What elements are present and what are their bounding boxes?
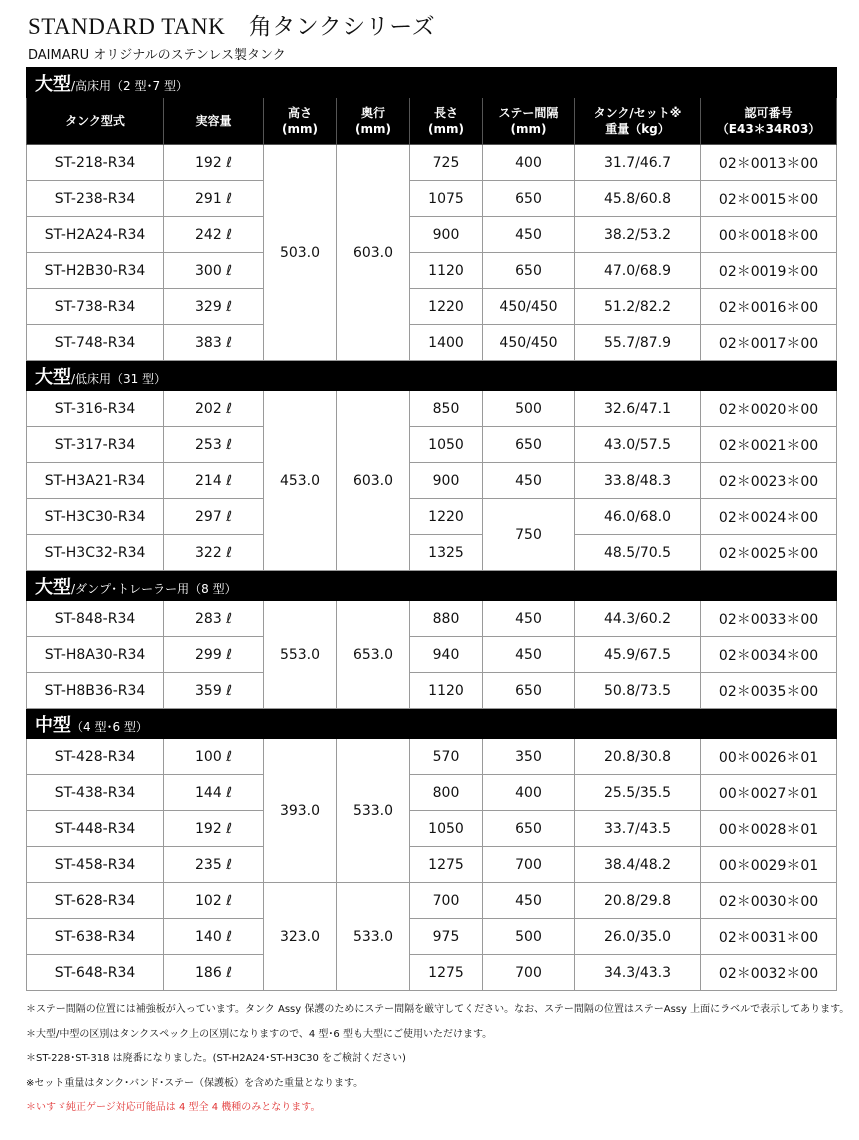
- height-cell: 553.0: [264, 601, 337, 709]
- stay-cell: 500: [483, 391, 575, 427]
- column-header: [575, 98, 701, 145]
- table-row: [27, 391, 837, 427]
- capacity-cell: 102 ℓ: [164, 883, 264, 919]
- stay-cell: 350: [483, 739, 575, 775]
- weight-cell: 45.9/67.5: [575, 637, 701, 673]
- stay-cell: 450/450: [483, 325, 575, 361]
- approval-number-cell: 02＊0013＊00: [701, 145, 837, 181]
- length-cell: 900: [410, 217, 483, 253]
- weight-cell: 47.0/68.9: [575, 253, 701, 289]
- weight-cell: 31.7/46.7: [575, 145, 701, 181]
- section-label-main: 大型: [35, 366, 71, 388]
- capacity-cell: 383 ℓ: [164, 325, 264, 361]
- table-row: [27, 955, 837, 991]
- approval-number-cell: 02＊0031＊00: [701, 919, 837, 955]
- notes: [26, 998, 849, 1121]
- table-row: [27, 919, 837, 955]
- weight-cell: 38.4/48.2: [575, 847, 701, 883]
- table-row: [27, 601, 837, 637]
- capacity-cell: 359 ℓ: [164, 673, 264, 709]
- model-cell: ST-H2B30-R34: [27, 253, 164, 289]
- section-label-main: 大型: [35, 73, 71, 95]
- model-cell: ST-H8B36-R34: [27, 673, 164, 709]
- length-cell: 1120: [410, 253, 483, 289]
- length-cell: 1120: [410, 673, 483, 709]
- column-header-line1: ステー間隔: [498, 106, 559, 120]
- length-cell: 850: [410, 391, 483, 427]
- section-header: [27, 68, 837, 98]
- table-row: [27, 217, 837, 253]
- weight-cell: 33.7/43.5: [575, 811, 701, 847]
- weight-cell: 32.6/47.1: [575, 391, 701, 427]
- stay-cell: 400: [483, 145, 575, 181]
- length-cell: 1275: [410, 847, 483, 883]
- capacity-cell: 291 ℓ: [164, 181, 264, 217]
- model-cell: ST-648-R34: [27, 955, 164, 991]
- stay-cell: 450: [483, 463, 575, 499]
- note-3: ＊ST-228･ST-318 は廃番になりました。(ST-H2A24･ST-H3C30 をご検討ください): [26, 1053, 406, 1064]
- weight-cell: 55.7/87.9: [575, 325, 701, 361]
- section-header: [27, 709, 837, 739]
- stay-cell: 450: [483, 883, 575, 919]
- weight-cell: 20.8/29.8: [575, 883, 701, 919]
- page-title: STANDARD TANK 角タンクシリーズ: [28, 14, 436, 39]
- model-cell: ST-238-R34: [27, 181, 164, 217]
- table-row: [27, 145, 837, 181]
- approval-number-cell: 02＊0015＊00: [701, 181, 837, 217]
- approval-number-cell: 02＊0033＊00: [701, 601, 837, 637]
- capacity-cell: 235 ℓ: [164, 847, 264, 883]
- capacity-cell: 253 ℓ: [164, 427, 264, 463]
- table-row: [27, 739, 837, 775]
- length-cell: 1325: [410, 535, 483, 571]
- column-header-line1: 高さ: [287, 106, 312, 120]
- model-cell: ST-638-R34: [27, 919, 164, 955]
- approval-number-cell: 02＊0021＊00: [701, 427, 837, 463]
- stay-cell: 650: [483, 253, 575, 289]
- column-header: [164, 98, 264, 145]
- weight-cell: 44.3/60.2: [575, 601, 701, 637]
- approval-number-cell: 00＊0027＊01: [701, 775, 837, 811]
- depth-cell: 653.0: [337, 601, 410, 709]
- model-cell: ST-448-R34: [27, 811, 164, 847]
- length-cell: 940: [410, 637, 483, 673]
- weight-cell: 20.8/30.8: [575, 739, 701, 775]
- stay-cell: 650: [483, 427, 575, 463]
- capacity-cell: 186 ℓ: [164, 955, 264, 991]
- section-header: [27, 361, 837, 391]
- weight-cell: 25.5/35.5: [575, 775, 701, 811]
- approval-number-cell: 02＊0019＊00: [701, 253, 837, 289]
- length-cell: 880: [410, 601, 483, 637]
- approval-number-cell: 02＊0030＊00: [701, 883, 837, 919]
- column-header: [337, 98, 410, 145]
- length-cell: 800: [410, 775, 483, 811]
- weight-cell: 48.5/70.5: [575, 535, 701, 571]
- model-cell: ST-738-R34: [27, 289, 164, 325]
- table-row: [27, 253, 837, 289]
- length-cell: 1275: [410, 955, 483, 991]
- stay-cell: 450: [483, 601, 575, 637]
- approval-number-cell: 00＊0029＊01: [701, 847, 837, 883]
- height-cell: 393.0: [264, 739, 337, 883]
- column-header-line2: (mm): [355, 122, 391, 136]
- length-cell: 1050: [410, 811, 483, 847]
- section-label-sub: （4 型･6 型）: [71, 719, 148, 734]
- depth-cell: 533.0: [337, 883, 410, 991]
- stay-cell: 650: [483, 673, 575, 709]
- column-header-line2: （E43＊34R03）: [716, 122, 821, 136]
- table-row: [27, 427, 837, 463]
- column-header-line2: (mm): [510, 122, 547, 136]
- model-cell: ST-H3C32-R34: [27, 535, 164, 571]
- approval-number-cell: 02＊0034＊00: [701, 637, 837, 673]
- table-row: [27, 463, 837, 499]
- table-row: [27, 181, 837, 217]
- approval-number-cell: 02＊0032＊00: [701, 955, 837, 991]
- spec-table: [26, 67, 837, 991]
- note-5-warning: ＊いすゞ純正ゲージ対応可能品は 4 型全 4 機種のみとなります。: [26, 1102, 321, 1113]
- table-row: [27, 847, 837, 883]
- table-row: [27, 883, 837, 919]
- table-row: [27, 637, 837, 673]
- column-header-line1: 奥行: [360, 106, 385, 120]
- column-header-line2: (mm): [282, 122, 318, 136]
- capacity-cell: 144 ℓ: [164, 775, 264, 811]
- approval-number-cell: 02＊0025＊00: [701, 535, 837, 571]
- approval-number-cell: 00＊0018＊00: [701, 217, 837, 253]
- capacity-cell: 192 ℓ: [164, 145, 264, 181]
- stay-cell: 650: [483, 181, 575, 217]
- model-cell: ST-438-R34: [27, 775, 164, 811]
- weight-cell: 38.2/53.2: [575, 217, 701, 253]
- model-cell: ST-748-R34: [27, 325, 164, 361]
- weight-cell: 50.8/73.5: [575, 673, 701, 709]
- capacity-cell: 300 ℓ: [164, 253, 264, 289]
- column-header-row: [27, 98, 837, 145]
- section-label-main: 中型: [35, 714, 71, 736]
- weight-cell: 26.0/35.0: [575, 919, 701, 955]
- stay-cell: 450: [483, 217, 575, 253]
- model-cell: ST-316-R34: [27, 391, 164, 427]
- weight-cell: 46.0/68.0: [575, 499, 701, 535]
- stay-cell: 450/450: [483, 289, 575, 325]
- table-row: [27, 325, 837, 361]
- page-subtitle: DAIMARU オリジナルのステンレス製タンク: [28, 48, 286, 63]
- column-header: [264, 98, 337, 145]
- weight-cell: 33.8/48.3: [575, 463, 701, 499]
- model-cell: ST-848-R34: [27, 601, 164, 637]
- capacity-cell: 283 ℓ: [164, 601, 264, 637]
- length-cell: 1400: [410, 325, 483, 361]
- column-header-line1: 長さ: [433, 106, 458, 120]
- model-cell: ST-317-R34: [27, 427, 164, 463]
- capacity-cell: 192 ℓ: [164, 811, 264, 847]
- column-header-line1: タンク型式: [65, 114, 125, 128]
- capacity-cell: 140 ℓ: [164, 919, 264, 955]
- height-cell: 503.0: [264, 145, 337, 361]
- approval-number-cell: 02＊0035＊00: [701, 673, 837, 709]
- table-row: [27, 499, 837, 535]
- weight-cell: 45.8/60.8: [575, 181, 701, 217]
- column-header-line2: 重量（kg）: [605, 122, 670, 136]
- capacity-cell: 299 ℓ: [164, 637, 264, 673]
- depth-cell: 533.0: [337, 739, 410, 883]
- model-cell: ST-H3C30-R34: [27, 499, 164, 535]
- length-cell: 700: [410, 883, 483, 919]
- column-header-line1: タンク/セット※: [593, 106, 682, 120]
- column-header: [701, 98, 837, 145]
- note-4: ※セット重量はタンク･バンド･ステー（保護板）を含めた重量となります。: [26, 1077, 364, 1089]
- model-cell: ST-428-R34: [27, 739, 164, 775]
- height-cell: 323.0: [264, 883, 337, 991]
- table-row: [27, 775, 837, 811]
- stay-cell: 400: [483, 775, 575, 811]
- capacity-cell: 202 ℓ: [164, 391, 264, 427]
- approval-number-cell: 00＊0028＊01: [701, 811, 837, 847]
- stay-cell: 450: [483, 637, 575, 673]
- length-cell: 1050: [410, 427, 483, 463]
- depth-cell: 603.0: [337, 391, 410, 571]
- approval-number-cell: 02＊0017＊00: [701, 325, 837, 361]
- table-row: [27, 535, 837, 571]
- capacity-cell: 329 ℓ: [164, 289, 264, 325]
- capacity-cell: 100 ℓ: [164, 739, 264, 775]
- capacity-cell: 214 ℓ: [164, 463, 264, 499]
- capacity-cell: 242 ℓ: [164, 217, 264, 253]
- approval-number-cell: 02＊0016＊00: [701, 289, 837, 325]
- model-cell: ST-218-R34: [27, 145, 164, 181]
- stay-cell: 700: [483, 847, 575, 883]
- depth-cell: 603.0: [337, 145, 410, 361]
- stay-cell: 750: [483, 499, 575, 571]
- stay-cell: 700: [483, 955, 575, 991]
- note-1: ＊ステー間隔の位置には補強板が入っています。タンク Assy 保護のためにステー間隔を厳守してください。なお、ステー間隔の位置はステーAssy 上面にラベルで表示してあります。: [26, 1004, 850, 1015]
- length-cell: 1220: [410, 499, 483, 535]
- section-label-sub: /高床用（2 型･7 型）: [71, 78, 188, 93]
- model-cell: ST-H3A21-R34: [27, 463, 164, 499]
- model-cell: ST-H2A24-R34: [27, 217, 164, 253]
- section-label-sub: /低床用（31 型）: [71, 371, 167, 386]
- height-cell: 453.0: [264, 391, 337, 571]
- note-2: ＊大型/中型の区別はタンクスペック上の区別になりますので、4 型･6 型も大型にご使用いただけます。: [26, 1028, 493, 1040]
- length-cell: 1075: [410, 181, 483, 217]
- capacity-cell: 297 ℓ: [164, 499, 264, 535]
- column-header-line2: (mm): [428, 122, 464, 136]
- model-cell: ST-H8A30-R34: [27, 637, 164, 673]
- stay-cell: 650: [483, 811, 575, 847]
- section-label-sub: /ダンプ･トレーラー用（8 型）: [71, 581, 237, 596]
- model-cell: ST-628-R34: [27, 883, 164, 919]
- column-header: [483, 98, 575, 145]
- section-label-main: 大型: [35, 576, 71, 598]
- weight-cell: 34.3/43.3: [575, 955, 701, 991]
- stay-cell: 500: [483, 919, 575, 955]
- table-row: [27, 673, 837, 709]
- model-cell: ST-458-R34: [27, 847, 164, 883]
- length-cell: 725: [410, 145, 483, 181]
- weight-cell: 43.0/57.5: [575, 427, 701, 463]
- approval-number-cell: 02＊0023＊00: [701, 463, 837, 499]
- table-row: [27, 811, 837, 847]
- section-header: [27, 571, 837, 601]
- approval-number-cell: 00＊0026＊01: [701, 739, 837, 775]
- table-row: [27, 289, 837, 325]
- approval-number-cell: 02＊0020＊00: [701, 391, 837, 427]
- capacity-cell: 322 ℓ: [164, 535, 264, 571]
- length-cell: 975: [410, 919, 483, 955]
- approval-number-cell: 02＊0024＊00: [701, 499, 837, 535]
- length-cell: 570: [410, 739, 483, 775]
- length-cell: 1220: [410, 289, 483, 325]
- column-header: [27, 98, 164, 145]
- weight-cell: 51.2/82.2: [575, 289, 701, 325]
- column-header-line1: 認可番号: [744, 106, 793, 120]
- length-cell: 900: [410, 463, 483, 499]
- column-header: [410, 98, 483, 145]
- column-header-line1: 実容量: [195, 114, 232, 128]
